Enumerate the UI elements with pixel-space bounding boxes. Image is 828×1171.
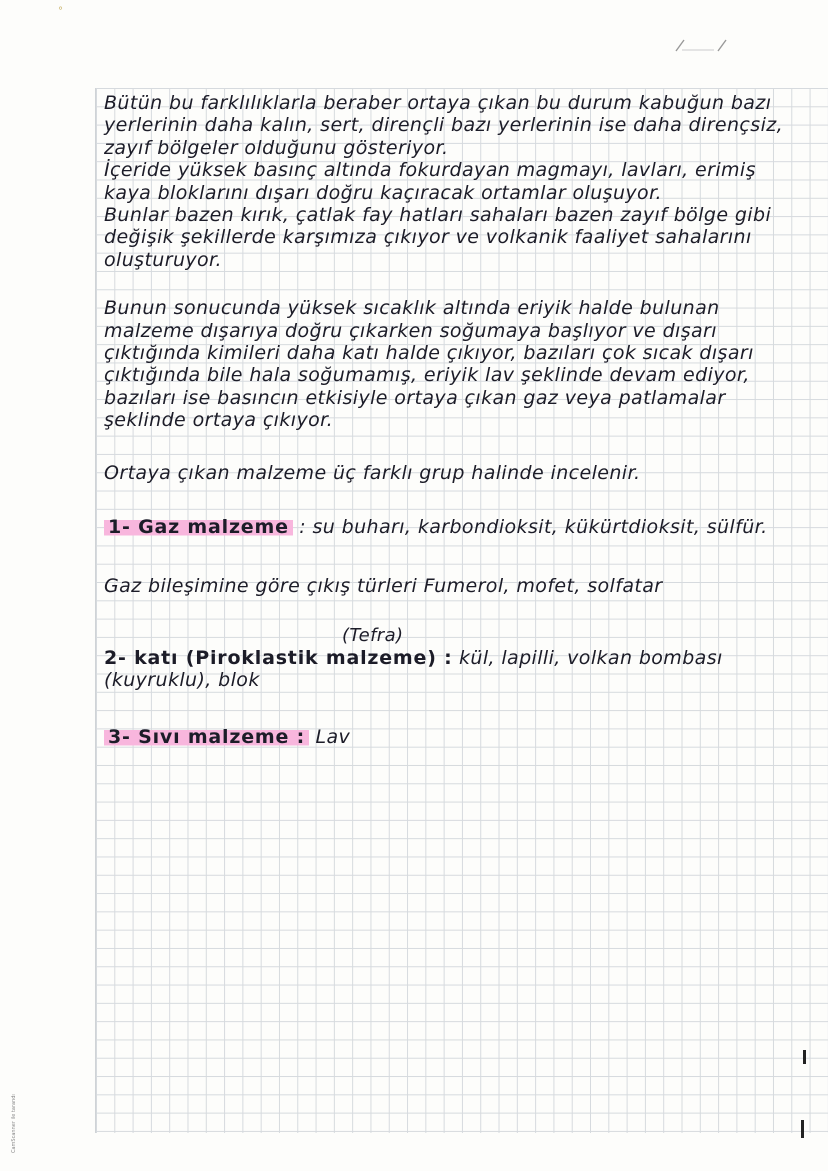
right-edge-mark [803, 1050, 806, 1064]
corner-mark: ° [58, 6, 63, 17]
item-gas-text: : su buharı, karbondioksit, kükürtdioksit, sülfür. [299, 516, 768, 539]
date-slashes [670, 38, 740, 52]
paragraph-cooling: Bunun sonucunda yüksek sıcaklık altında eriyik halde bulunan malzeme dışarıya doğru çıkarken soğumaya başlıyor ve dışarı çıktığında kimileri daha katı halde çıkıyor, bazıları çok sıcak dışarı çıktığında bile hala soğumamış, eriyik lav şeklinde devam ediyor, bazıları ise basıncın etkisiyle ortaya çıkan gaz veya patlamalar şeklinde ortaya çıkıyor. [104, 297, 754, 432]
paragraph-crust: Bütün bu farklılıklarla beraber ortaya çıkan bu durum kabuğun bazı yerlerinin daha kalın, sert, dirençli bazı yerlerinin ise daha dirençsiz, zayıf bölgeler olduğunu gösteriyor. [104, 92, 784, 159]
item-liquid-text: Lav [315, 725, 351, 748]
scanner-watermark [8, 1085, 18, 1155]
item-liquid [104, 726, 804, 748]
item-liquid-label: 3- Sıvı malzeme : [104, 726, 309, 748]
paragraph-gas-types: Gaz bileşimine göre çıkış türleri Fumerol, mofet, solfatar [104, 574, 663, 597]
paragraph-groups: Ortaya çıkan malzeme üç farklı grup halinde incelenir. [104, 461, 641, 484]
item-gas [104, 516, 804, 538]
right-edge-mark [801, 1120, 804, 1138]
paragraph-magma: İçeride yüksek basınç altında fokurdayan magmayı, lavları, erimiş kaya bloklarını dışarı doğru kaçıracak ortamlar oluşuyor. [104, 159, 756, 204]
handwritten-notes [104, 92, 804, 748]
item-solid [104, 647, 804, 692]
item-solid-label: 2- katı (Piroklastik malzeme) : [104, 646, 453, 669]
tefra-note: (Tefra) [342, 624, 404, 646]
item-solid-text: kül, lapilli, volkan bombası (kuyruklu), blok [104, 646, 723, 692]
paragraph-faults: Bunlar bazen kırık, çatlak fay hatları sahaları bazen zayıf bölge gibi değişik şekillerde karşımıza çıkıyor ve volkanik faaliyet sahalarını oluşturuyor. [104, 204, 772, 271]
item-gas-label: 1- Gaz malzeme [104, 516, 293, 538]
svg-text:CamScanner ile tarandı: CamScanner ile tarandı [11, 1094, 17, 1153]
